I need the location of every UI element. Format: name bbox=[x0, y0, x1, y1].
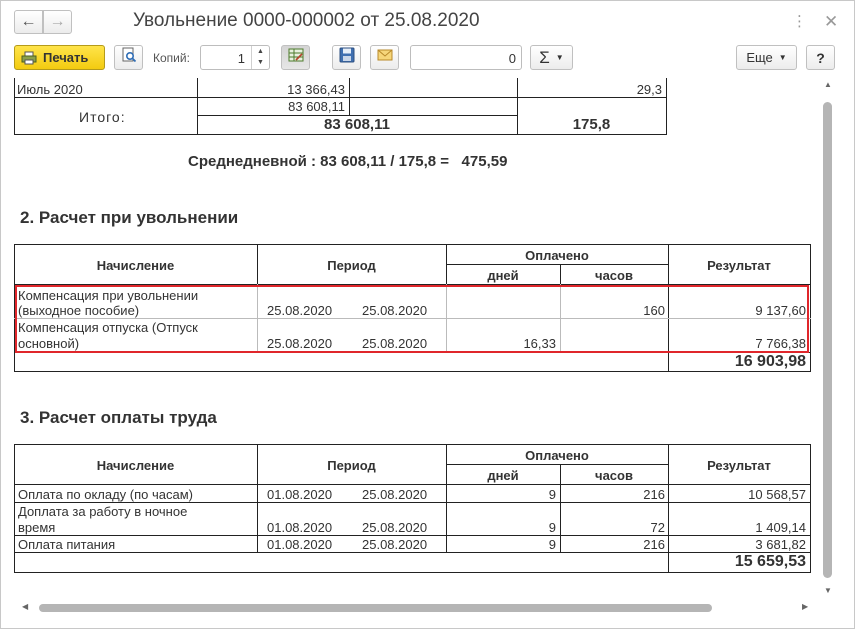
s3-row3-hours: 216 bbox=[643, 537, 665, 552]
s2-header-hours: часов bbox=[595, 268, 633, 283]
s2-row2-days: 16,33 bbox=[523, 336, 556, 351]
section3-title: 3. Расчет оплаты труда bbox=[20, 408, 217, 427]
s2-row1-name-line1: Компенсация при увольнении bbox=[18, 288, 199, 303]
s3-row1-result: 10 568,57 bbox=[748, 487, 806, 502]
sum-mode-dropdown[interactable] bbox=[530, 45, 573, 70]
help-button[interactable] bbox=[806, 45, 835, 70]
forward-button[interactable] bbox=[43, 10, 72, 34]
s3-header-paid: Оплачено bbox=[525, 448, 589, 463]
s2-row2-to: 25.08.2020 bbox=[362, 336, 428, 351]
s2-row1-to: 25.08.2020 bbox=[362, 303, 428, 318]
s2-row1-from: 25.08.2020 bbox=[267, 303, 333, 318]
arrow-right-icon: → bbox=[49, 13, 66, 30]
s2-header-paid: Оплачено bbox=[525, 248, 589, 263]
sigma-icon: Σ bbox=[539, 47, 550, 67]
july-label: Июль 2020 bbox=[17, 82, 83, 97]
horizontal-scroll-thumb[interactable] bbox=[39, 604, 712, 612]
spin-down-icon[interactable]: ▼ bbox=[257, 59, 264, 66]
total-days: 175,8 bbox=[572, 116, 611, 133]
s3-row2-days: 9 bbox=[548, 520, 556, 535]
sum-value: 0 bbox=[508, 51, 516, 66]
vertical-scrollbar[interactable] bbox=[821, 78, 835, 599]
s3-row2-result: 1 409,14 bbox=[755, 520, 806, 535]
s2-row1-hours: 160 bbox=[643, 303, 665, 318]
copies-stepper[interactable] bbox=[200, 45, 270, 70]
arrow-left-icon: ← bbox=[20, 13, 37, 30]
s2-row1-name-line2: (выходное пособие) bbox=[18, 303, 140, 318]
total-amount: 83 608,11 bbox=[324, 116, 390, 133]
highlight-frame bbox=[15, 285, 809, 353]
more-button[interactable] bbox=[736, 45, 797, 70]
s3-row2-name-line1: Доплата за работу в ночное bbox=[18, 504, 188, 519]
window-title: Увольнение 0000-000002 от 25.08.2020 bbox=[133, 10, 480, 31]
save-button[interactable] bbox=[332, 45, 361, 70]
print-button[interactable] bbox=[14, 45, 105, 70]
scroll-up-icon[interactable]: ▲ bbox=[824, 80, 832, 89]
sum-field[interactable] bbox=[410, 45, 522, 70]
july-days: 29,3 bbox=[636, 82, 662, 97]
s3-row1-days: 9 bbox=[548, 487, 556, 502]
chevron-down-icon: ▼ bbox=[778, 53, 787, 62]
s3-row1-to: 25.08.2020 bbox=[362, 487, 428, 502]
s3-header-accrual: Начисление bbox=[96, 458, 175, 473]
s3-header-result: Результат bbox=[707, 458, 771, 473]
printer-icon bbox=[21, 51, 37, 65]
s3-total: 15 659,53 bbox=[734, 553, 806, 570]
s2-header-result: Результат bbox=[707, 258, 771, 273]
spin-up-icon[interactable]: ▲ bbox=[257, 48, 264, 55]
s2-row2-name-line1: Компенсация отпуска (Отпуск bbox=[18, 320, 198, 335]
total-label: Итого: bbox=[79, 109, 126, 125]
s3-row3-to: 25.08.2020 bbox=[362, 537, 428, 552]
scroll-right-icon[interactable]: ▶ bbox=[802, 602, 809, 611]
back-button[interactable] bbox=[14, 10, 43, 34]
s3-row1-hours: 216 bbox=[643, 487, 665, 502]
table-edit-icon bbox=[288, 47, 304, 68]
s3-header-period: Период bbox=[327, 458, 376, 473]
preview-button[interactable] bbox=[114, 45, 143, 70]
s3-row3-days: 9 bbox=[548, 537, 556, 552]
document-area[interactable] bbox=[14, 78, 821, 599]
s3-row3-result: 3 681,82 bbox=[755, 537, 806, 552]
copies-spinner[interactable] bbox=[251, 46, 269, 69]
s2-row2-from: 25.08.2020 bbox=[267, 336, 333, 351]
s2-row2-result: 7 766,38 bbox=[755, 336, 806, 351]
s2-header-period: Период bbox=[327, 258, 376, 273]
chevron-down-icon: ▼ bbox=[555, 53, 564, 62]
close-icon[interactable]: ✕ bbox=[824, 12, 839, 31]
more-label: Еще bbox=[746, 50, 773, 65]
july-amount: 13 366,43 bbox=[287, 82, 345, 97]
s3-header-days: дней bbox=[487, 468, 519, 483]
s2-row1-result: 9 137,60 bbox=[755, 303, 806, 318]
s2-row2-name-line2: основной) bbox=[18, 336, 80, 351]
subtotal-amount: 83 608,11 bbox=[288, 99, 345, 114]
s3-row1-from: 01.08.2020 bbox=[267, 487, 333, 502]
s3-row1-name: Оплата по окладу (по часам) bbox=[18, 487, 193, 502]
s2-header-accrual: Начисление bbox=[96, 258, 175, 273]
s3-row2-name-line2: время bbox=[18, 520, 56, 535]
preview-icon bbox=[121, 47, 137, 68]
edit-mode-button[interactable] bbox=[281, 45, 310, 70]
print-label: Печать bbox=[43, 50, 89, 65]
s3-row3-name: Оплата питания bbox=[18, 537, 116, 552]
floppy-disk-icon bbox=[339, 47, 355, 68]
toolbar bbox=[1, 41, 854, 75]
section2-title: 2. Расчет при увольнении bbox=[20, 208, 239, 227]
scroll-down-icon[interactable]: ▼ bbox=[824, 586, 832, 595]
s3-header-hours: часов bbox=[595, 468, 633, 483]
s3-row2-to: 25.08.2020 bbox=[362, 520, 428, 535]
envelope-icon bbox=[377, 48, 393, 67]
more-actions-icon[interactable]: ⋮ bbox=[792, 13, 807, 30]
horizontal-scrollbar[interactable] bbox=[14, 601, 821, 615]
send-email-button[interactable] bbox=[370, 45, 399, 70]
copies-value: 1 bbox=[237, 51, 245, 66]
vertical-scroll-thumb[interactable] bbox=[823, 102, 832, 578]
s2-header-days: дней bbox=[487, 268, 519, 283]
scroll-left-icon[interactable]: ◀ bbox=[22, 602, 29, 611]
title-bar bbox=[1, 1, 854, 41]
s3-row2-from: 01.08.2020 bbox=[267, 520, 333, 535]
s3-row2-hours: 72 bbox=[650, 520, 665, 535]
s2-total: 16 903,98 bbox=[734, 353, 806, 370]
copies-label: Копий: bbox=[153, 51, 190, 65]
avg-daily-earnings: Среднедневной : 83 608,11 / 175,8 = 475,59 bbox=[188, 153, 508, 170]
help-label: ? bbox=[816, 49, 825, 66]
s3-row3-from: 01.08.2020 bbox=[267, 537, 333, 552]
